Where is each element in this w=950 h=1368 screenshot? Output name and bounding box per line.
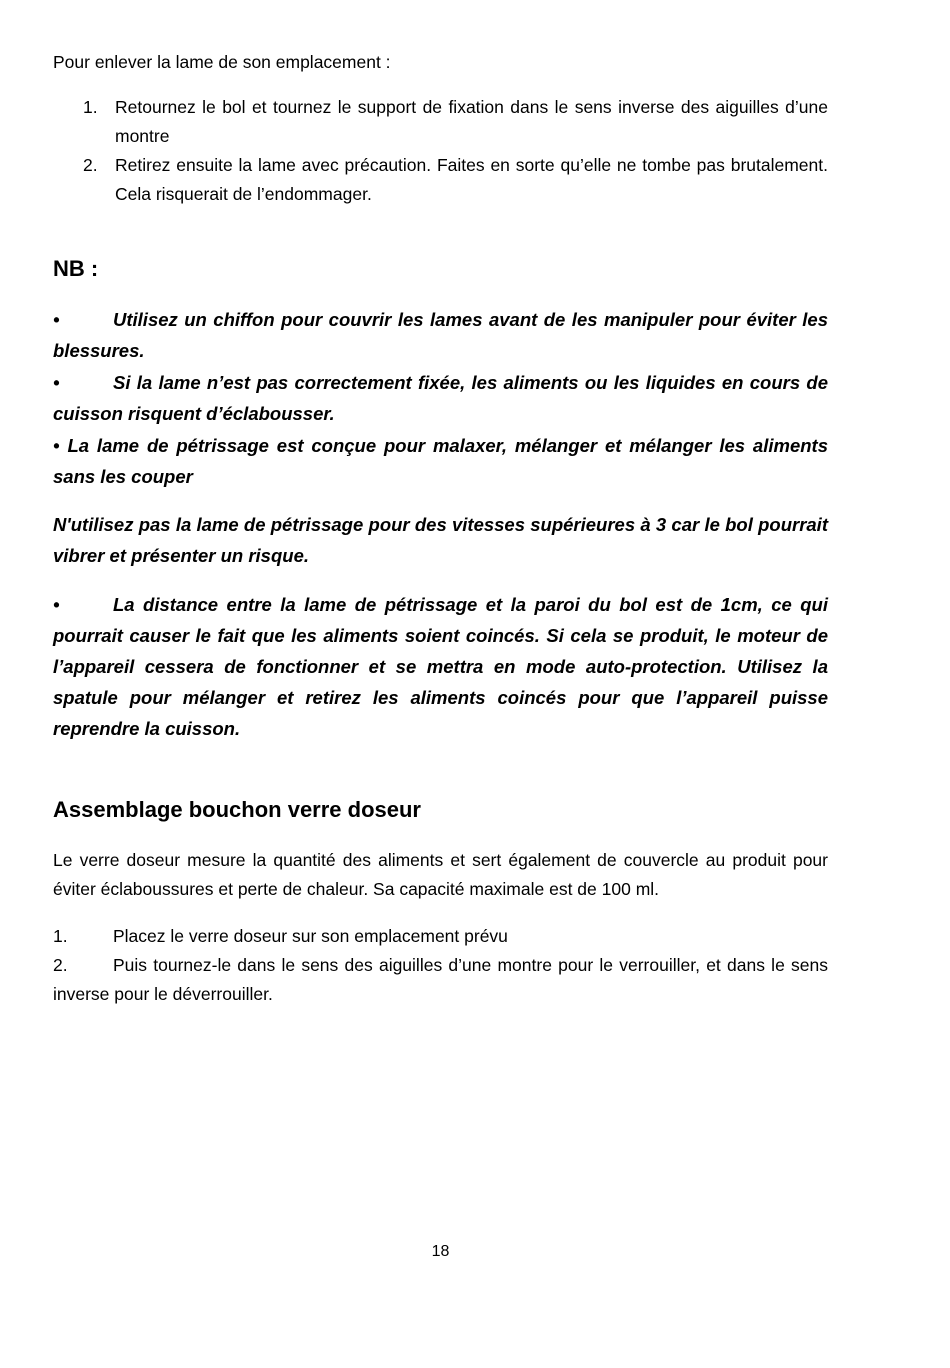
nb-item bbox=[53, 304, 828, 366]
page-number: 18 bbox=[431, 1243, 450, 1260]
step-number: 1. bbox=[53, 926, 68, 946]
assembly-steps-list bbox=[53, 922, 828, 1009]
bullet: • bbox=[53, 594, 60, 615]
nb-heading: NB : bbox=[53, 256, 99, 281]
nb-item bbox=[53, 589, 828, 744]
section-title: Assemblage bouchon verre doseur bbox=[53, 797, 421, 822]
step-text: Puis tournez-le dans le sens des aiguilles d’une montre pour le verrouiller, et dans le sens inverse pour le déverrouiller. bbox=[53, 955, 828, 1004]
step-number: 1. bbox=[83, 97, 98, 117]
step-text: Retirez ensuite la lame avec précaution. Faites en sorte qu’elle ne tombe pas brutalement. Cela risquerait de l’endommager. bbox=[115, 155, 828, 204]
nb-item bbox=[53, 367, 828, 429]
removal-steps-list bbox=[53, 93, 828, 209]
section-text: Le verre doseur mesure la quantité des aliments et sert également de couvercle au produit pour éviter éclaboussures et perte de chaleur. Sa capacité maximale est de 100 ml. bbox=[53, 850, 828, 899]
nb-item-text: Utilisez un chiffon pour couvrir les lames avant de les manipuler pour éviter les blessures. bbox=[53, 309, 828, 361]
nb-item-text: La lame de pétrissage est conçue pour malaxer, mélanger et mélanger les aliments sans les couper bbox=[53, 435, 828, 487]
nb-item-text: N'utilisez pas la lame de pétrissage pour des vitesses supérieures à 3 car le bol pourrait vibrer et présenter un risque. bbox=[53, 514, 828, 566]
list-item bbox=[53, 93, 828, 151]
step-number: 2. bbox=[83, 155, 98, 175]
bullet: • bbox=[53, 309, 60, 330]
nb-item-text: La distance entre la lame de pétrissage et la paroi du bol est de 1cm, ce qui pourrait causer le fait que les aliments soient coincés. Si cela se produit, le moteur de l’appareil cessera de fonctionner et se mettra en mode auto-protection. Utilisez la spatule pour mélanger et retirez les aliments coincés pour que l’appareil puisse reprendre la cuisson. bbox=[53, 594, 828, 739]
step-text: Retournez le bol et tournez le support de fixation dans le sens inverse des aiguilles d’une montre bbox=[115, 97, 828, 146]
step-number: 2. bbox=[53, 955, 68, 975]
step-text: Placez le verre doseur sur son emplacement prévu bbox=[113, 926, 508, 946]
list-item bbox=[53, 951, 828, 1009]
intro-text: Pour enlever la lame de son emplacement : bbox=[53, 52, 391, 72]
nb-item bbox=[53, 509, 828, 571]
list-item bbox=[53, 151, 828, 209]
bullet: • bbox=[53, 372, 60, 393]
bullet: • bbox=[53, 435, 60, 456]
nb-item bbox=[53, 430, 828, 492]
list-item bbox=[53, 922, 828, 951]
nb-item-text: Si la lame n’est pas correctement fixée, les aliments ou les liquides en cours de cuisson risquent d’éclabousser. bbox=[53, 372, 828, 424]
